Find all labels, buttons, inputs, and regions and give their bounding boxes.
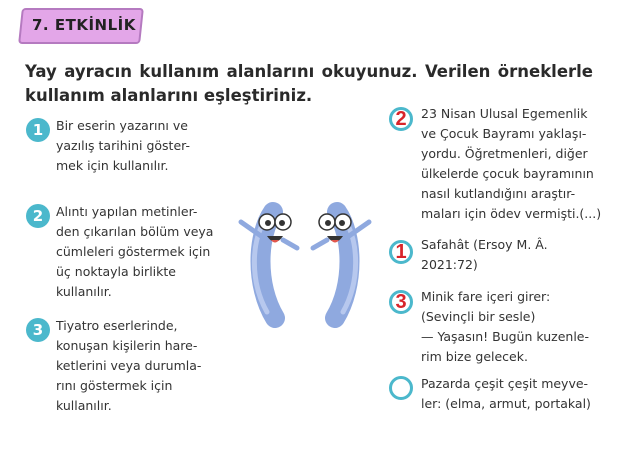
right-item-3: Minik fare içeri girer: (Sevinçli bir sesle) — Yaşasın! Bugün kuzenle- rim bize gelecek. [421,289,589,364]
left-item-3: Tiyatro eserlerinde, konuşan kişilerin hare- ketlerini veya durumla- rını göstermek için kullanılır. [56,318,202,413]
left-item-3-number: 3 [26,318,50,342]
left-item-1: Bir eserin yazarını ve yazılış tarihini göster- mek için kullanılır. [56,118,190,173]
left-item-2: Alıntı yapılan metinler- den çıkarılan bölüm veya cümleleri göstermek için üç noktayla birlikte kullanılır. [56,204,214,299]
right-item-2: Safahât (Ersoy M. Â. 2021:72) [421,237,548,272]
parenthesis-mascots-icon [235,200,375,330]
right-item-1: 23 Nisan Ulusal Egemenlik ve Çocuk Bayramı yaklaşı- yordu. Öğretmenleri, diğer ülkelerde çocuk bayramının nasıl kutlandığını araştır- maları için ödev vermişti.(...) [421,106,602,221]
right-item-1-answer-circle[interactable] [389,107,413,131]
right-item-3-answer: 3 [395,290,407,313]
left-item-2-number: 2 [26,204,50,228]
left-item-1-number: 1 [26,118,50,142]
right-item-2-answer-circle[interactable] [389,240,413,264]
right-item-4-answer-circle[interactable] [389,376,413,400]
right-item-4: Pazarda çeşit çeşit meyve- ler: (elma, armut, portakal) [421,376,591,411]
right-item-2-answer: 1 [395,240,407,263]
right-item-1-answer: 2 [395,107,407,130]
right-item-3-answer-circle[interactable] [389,290,413,314]
activity-title: 7. ETKİNLİK [32,16,136,34]
instruction-text: Yay ayracın kullanım alanlarını okuyunuz. Verilen örneklerle kullanım alanlarını eşleştiriniz. [25,62,593,105]
